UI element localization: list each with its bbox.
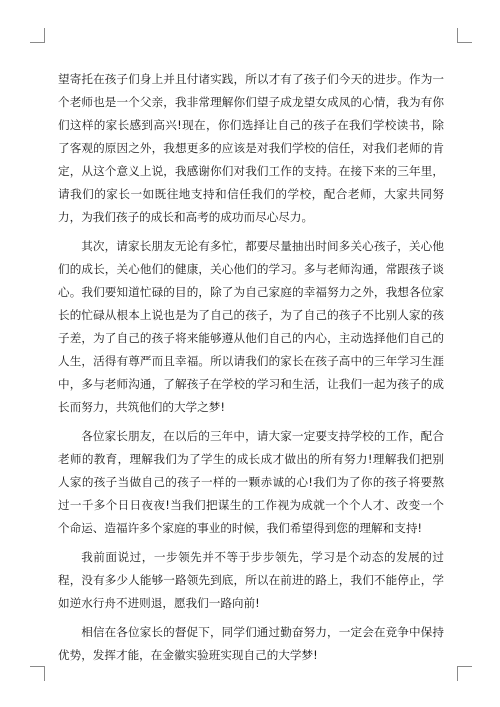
crop-mark-top-right <box>457 28 472 43</box>
paragraph-parents-care: 其次，请家长朋友无论有多忙，都要尽量抽出时间多关心孩子，关心他们的成长，关心他们的健康，关心他们的学习。多与老师沟通，常跟孩子谈心。我们要知道忙碌的目的，除了为自己家庭的幸福努力之外，我想各位家长的忙碌从根本上说也是为了自己的孩子，为了自己的孩子不比别人家的孩子差，为了自己的孩子将来能够遵从他们自己的内心，主动选择他们自己的人生，活得有尊严而且幸福。所以请我们的家长在孩子高中的三年学习生涯中，多与老师沟通，了解孩子在学校的学习和生活，让我们一起为孩子的成长而努力，共筑他们的大学之梦! <box>58 239 444 414</box>
paragraph-support-school: 各位家长朋友，在以后的三年中，请大家一定要支持学校的工作，配合老师的教育，理解我们为了学生的成长成才做出的所有努力!理解我们把别人家的孩子当做自己的孩子一样的一颗赤诚的心!我们为了你的孩子将要熬过一千多个日日夜夜!当我们把谋生的工作视为成就一个个人才、改变一个个命运、造福许多个家庭的事业的时候，我们希望得到您的理解和支持! <box>58 429 444 535</box>
paragraph-keep-going: 我前面说过，一步领先并不等于步步领先，学习是个动态的发展的过程，没有多少人能够一路领先到底，所以在前进的路上，我们不能停止，学如逆水行舟不进则退，愿我们一路向前! <box>58 550 444 610</box>
document-body <box>58 68 444 673</box>
crop-mark-bottom-right <box>457 666 472 681</box>
crop-mark-top-left <box>30 28 45 43</box>
paragraph-closing: 相信在各位家长的督促下，同学们通过勤奋努力，一定会在竞争中保持优势，发挥才能，在金徽实验班实现自己的大学梦! <box>58 625 444 662</box>
crop-mark-bottom-left <box>30 666 45 681</box>
paragraph-continuation: 望寄托在孩子们身上并且付诸实践，所以才有了孩子们今天的进步。作为一个老师也是一个父亲，我非常理解你们望子成龙望女成凤的心情，我为有你们这样的家长感到高兴!现在，你们选择让自己的孩子在我们学校读书，除了客观的原因之外，我想更多的应该是对我们学校的信任，对我们老师的肯定，从这个意义上说，我感谢你们对我们工作的支持。在接下来的三年里，请我们的家长一如既往地支持和信任我们的学校，配合老师，大家共同努力，为我们孩子的成长和高考的成功而尽心尽力。 <box>58 72 444 224</box>
